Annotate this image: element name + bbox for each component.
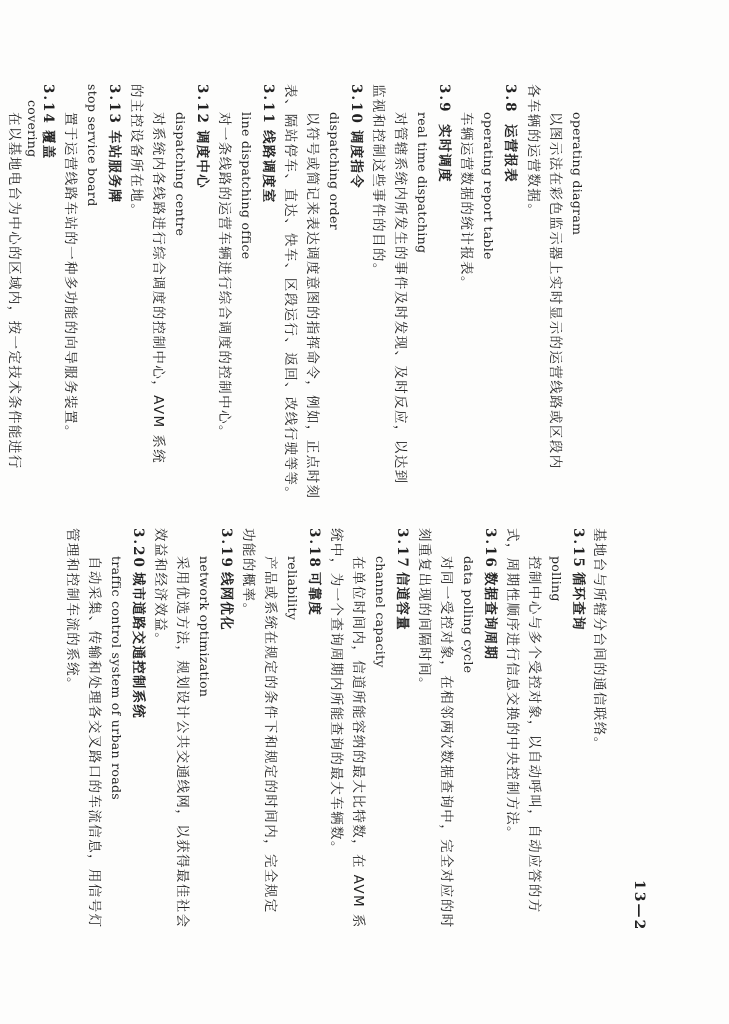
section-number: 3.11 <box>260 84 276 125</box>
section-number: 3.19 <box>218 528 234 569</box>
definition-line: 以图示法在彩色监示器上实时显示的运营线路或区段内 <box>547 112 563 470</box>
definition-line: 统中，为一个查询周期内所能查询的最大车辆数。 <box>328 528 344 856</box>
section-title: 线路调度室 <box>260 130 276 204</box>
section-title: 线网优化 <box>218 572 234 631</box>
definition-line: 对同一受控对象，在相邻两次数据查询中，完全对应的时 <box>438 556 454 929</box>
section-number: 3.16 <box>482 528 498 569</box>
section-number: 3.10 <box>348 84 364 125</box>
section-title: 数据查询周期 <box>482 572 498 661</box>
term-english: operating report table <box>481 112 496 260</box>
definition-line: 管理和控制车流的系统。 <box>64 528 80 692</box>
term-english: channel capacity <box>373 556 388 668</box>
term-english: polling <box>549 556 564 602</box>
definition-line: 功能的概率。 <box>240 528 256 618</box>
section-title: 实时调度 <box>436 124 452 183</box>
definition-line: 自动采集、传输和处理各交叉路口的车流信息，用信号灯 <box>86 556 102 929</box>
definition-line: 刻重复出现的间隔时间。 <box>416 528 432 692</box>
term-english: covering <box>25 100 40 158</box>
definition-line: 在以基地电台为中心的区域内，按一定技术条件能进行 <box>6 112 22 470</box>
definition-line: 置于运营线路车站的一种多功能的向导服务装置。 <box>62 112 78 440</box>
term-english: line dispatching office <box>239 112 254 260</box>
definition-line: 表、隔站停车、直达、快车、区段运行、返回、改线行驶等等。 <box>282 84 298 502</box>
definition-line: 监视和控制这些事件的目的。 <box>370 84 386 278</box>
term-english: traffic control system of urban roads <box>109 556 124 800</box>
section-title: 可靠度 <box>306 572 322 617</box>
section-title: 调度中心 <box>194 130 210 189</box>
term-english: operating diagram <box>570 112 585 236</box>
section-number: 3.14 <box>40 84 56 125</box>
definition-line: 式，周期性顺序进行信息交换的中央控制方法。 <box>504 528 520 841</box>
definition-line: 控制中心与多个受控对象，以自动呼叫，自动应答的方 <box>526 556 542 914</box>
section-title: 覆盖 <box>40 130 56 160</box>
definition-line: 基地台与所辖分台间的通信联络。 <box>591 528 607 752</box>
section-title: 城市道路交通控制系统 <box>130 572 146 719</box>
section-number: 3.8 <box>502 84 518 114</box>
definition-line: 以符号或简记来表达调度意图的指挥命令，例如，正点时刻 <box>304 112 320 500</box>
section-title: 车站服务牌 <box>106 130 122 204</box>
section-number: 3.12 <box>194 84 210 125</box>
section-title: 运营报表 <box>502 124 518 183</box>
section-number: 3.17 <box>394 528 410 569</box>
definition-line: 在单位时间内，信道所能容纳的最大比特数，在 AVM 系 <box>350 556 366 929</box>
term-english: stop service board <box>85 84 100 207</box>
section-title: 信道容量 <box>394 572 410 631</box>
section-title: 循环查询 <box>570 572 586 631</box>
definition-line: 各车辆的运营数据。 <box>525 84 541 219</box>
term-english: dispatching centre <box>173 112 188 237</box>
term-english: reliability <box>285 556 300 621</box>
section-number: 3.13 <box>106 84 122 125</box>
section-number: 3.9 <box>436 84 452 114</box>
definition-line: 车辆运营数据的统计报表。 <box>458 112 474 291</box>
section-number: 3.15 <box>570 528 586 569</box>
definition-line: 对管辖系统内所发生的事件及时发现、及时反应，以达到 <box>392 112 408 485</box>
section-title: 调度指令 <box>348 130 364 189</box>
definition-line: 效益和经济效益。 <box>152 528 168 648</box>
definition-line: 产品或系统在规定的条件下和规定的时间内，完全规定 <box>262 556 278 914</box>
section-number: 3.20 <box>130 528 146 569</box>
definition-line: 的主控设备所在地。 <box>128 84 144 219</box>
section-number: 3.18 <box>306 528 322 569</box>
definition-line: 对一条线路的运营车辆进行综合调度的控制中心。 <box>216 112 232 440</box>
term-english: real time dispatching <box>415 112 430 254</box>
term-english: data polling cycle <box>461 556 476 674</box>
term-english: dispatching order <box>327 112 342 230</box>
term-english: network optimization <box>197 556 212 698</box>
definition-line: 采用优选方法，规划设计公共交通线网，以获得最佳社会 <box>174 556 190 929</box>
page-number: 13—2 <box>631 880 647 932</box>
definition-line: 对系统内各线路进行综合调度的控制中心，AVM 系统 <box>150 112 166 465</box>
